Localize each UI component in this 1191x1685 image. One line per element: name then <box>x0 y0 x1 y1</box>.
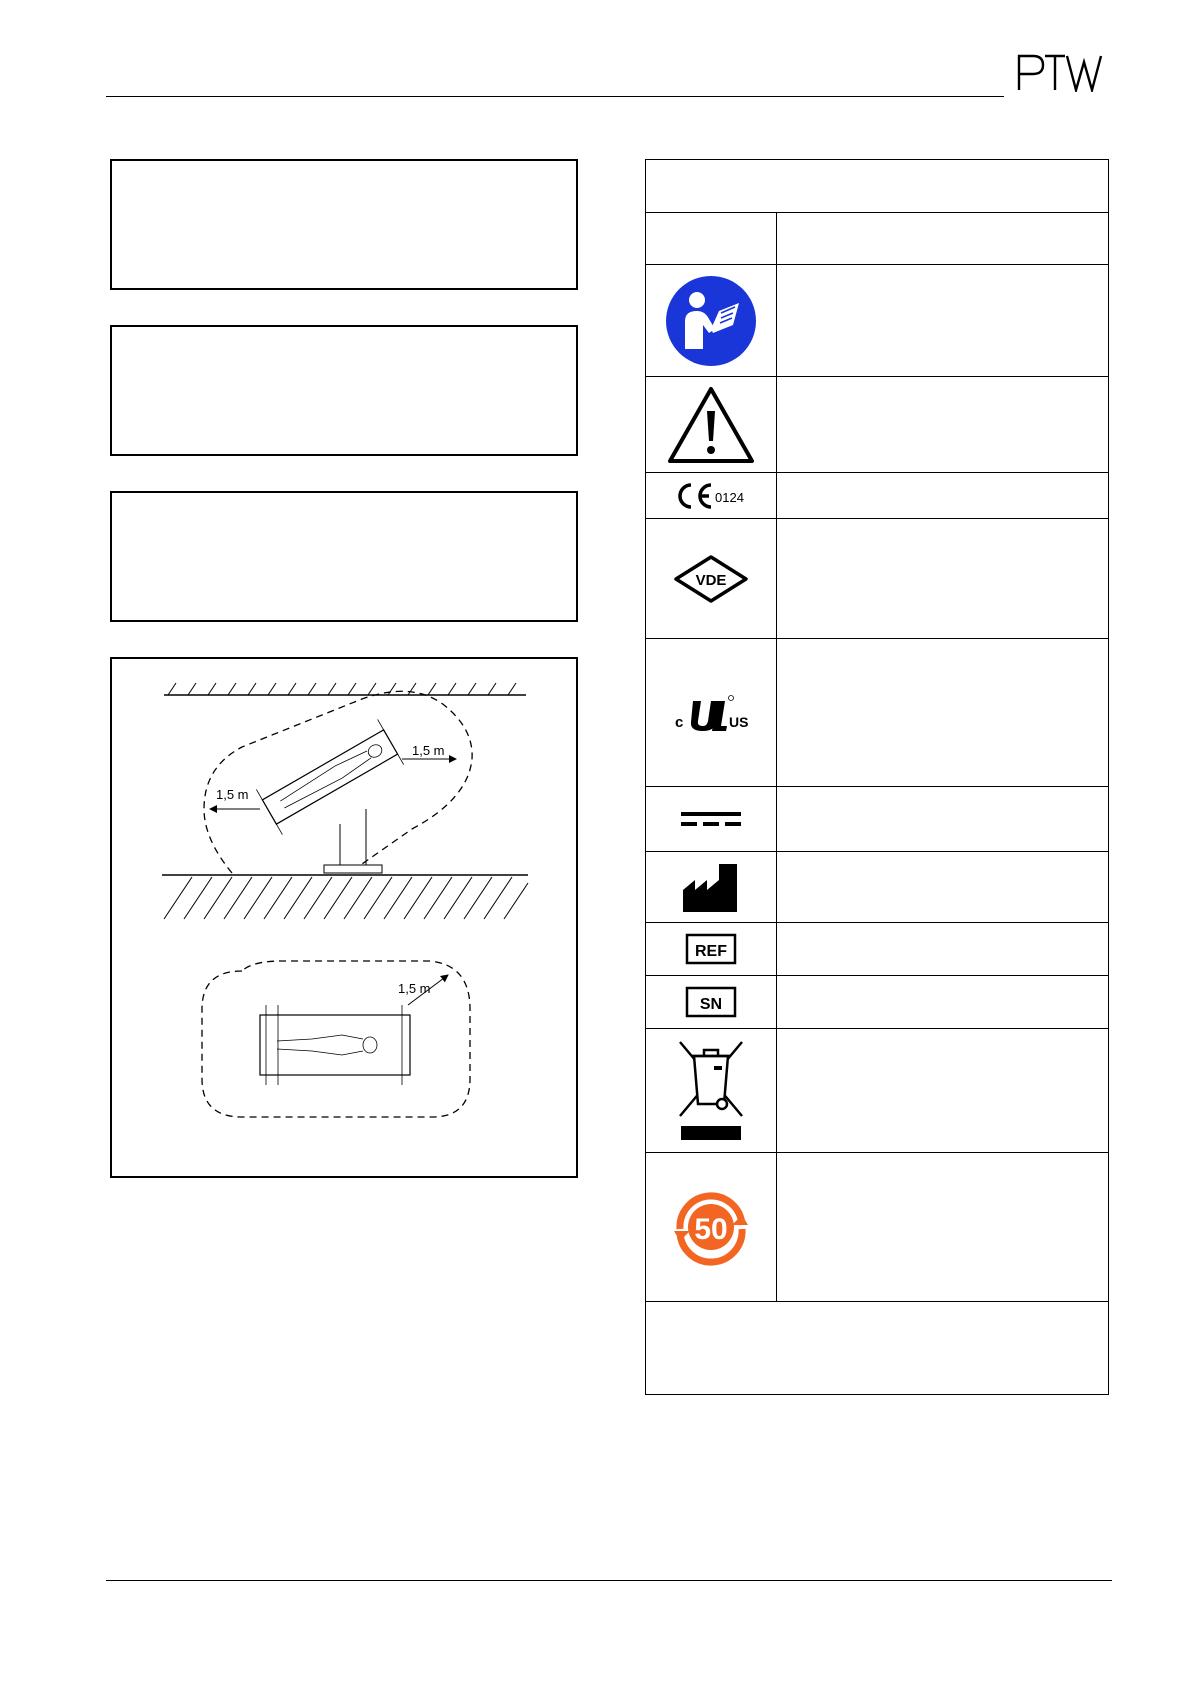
ce-mark-icon <box>671 481 751 511</box>
text-box-2 <box>110 325 578 456</box>
table-row <box>646 377 1109 473</box>
table-row <box>646 1029 1109 1153</box>
table-title-cell <box>646 160 1109 213</box>
rohs-50-icon <box>666 1185 756 1269</box>
table-row <box>646 923 1109 976</box>
description-cell <box>777 1029 1109 1153</box>
table-pedestal <box>324 809 382 873</box>
tilted-patient-table <box>256 719 403 834</box>
description-cell <box>777 473 1109 519</box>
floor-line <box>162 875 528 919</box>
vde-mark-icon <box>673 554 749 604</box>
text-box-3 <box>110 491 578 622</box>
ce-notified-body-number: 0124 <box>715 489 744 505</box>
description-cell <box>777 265 1109 377</box>
header-rule <box>106 96 1004 97</box>
table-row <box>646 639 1109 787</box>
table-footer-cell <box>646 1302 1109 1395</box>
description-cell <box>777 976 1109 1029</box>
ref-label: REF <box>695 943 727 960</box>
table-header-row <box>646 213 1109 265</box>
direct-current-icon <box>679 807 743 831</box>
sn-label: SN <box>699 996 723 1013</box>
table-row <box>646 976 1109 1029</box>
ul-label-left: c <box>675 713 684 731</box>
ul-mark-icon <box>671 693 751 733</box>
description-cell <box>777 852 1109 923</box>
ceiling-line <box>164 683 526 695</box>
table-row <box>646 1153 1109 1302</box>
top-view-table <box>260 1005 410 1085</box>
warning-triangle-icon <box>666 385 756 465</box>
side-label-right: 1,5 m <box>412 743 445 758</box>
side-label-left: 1,5 m <box>216 787 249 802</box>
header-symbol-cell <box>646 213 777 265</box>
description-cell <box>777 639 1109 787</box>
footer-rule <box>106 1580 1112 1581</box>
weee-bin-icon <box>676 1038 746 1144</box>
description-cell <box>777 923 1109 976</box>
table-footer-row <box>646 1302 1109 1395</box>
table-row <box>646 852 1109 923</box>
header-meaning-cell <box>777 213 1109 265</box>
rohs-label: 50 <box>694 1213 728 1246</box>
description-cell <box>777 1153 1109 1302</box>
vde-label: VDE <box>695 571 727 589</box>
manufacturer-icon <box>681 860 741 914</box>
text-box-1 <box>110 159 578 290</box>
description-cell <box>777 787 1109 852</box>
ref-icon <box>685 933 737 965</box>
table-row <box>646 473 1109 519</box>
serial-number-icon <box>685 986 737 1018</box>
table-row <box>646 519 1109 639</box>
table-row <box>646 787 1109 852</box>
patient-environment-diagram <box>110 657 578 1178</box>
diagram-drawing <box>112 659 576 1176</box>
read-manual-icon <box>663 273 759 369</box>
top-label: 1,5 m <box>398 981 431 996</box>
symbols-table <box>645 159 1109 1395</box>
description-cell <box>777 377 1109 473</box>
ul-label-right: US <box>729 713 749 730</box>
table-row <box>646 265 1109 377</box>
ptw-logo <box>1015 52 1103 92</box>
table-title-row <box>646 160 1109 213</box>
description-cell <box>777 519 1109 639</box>
